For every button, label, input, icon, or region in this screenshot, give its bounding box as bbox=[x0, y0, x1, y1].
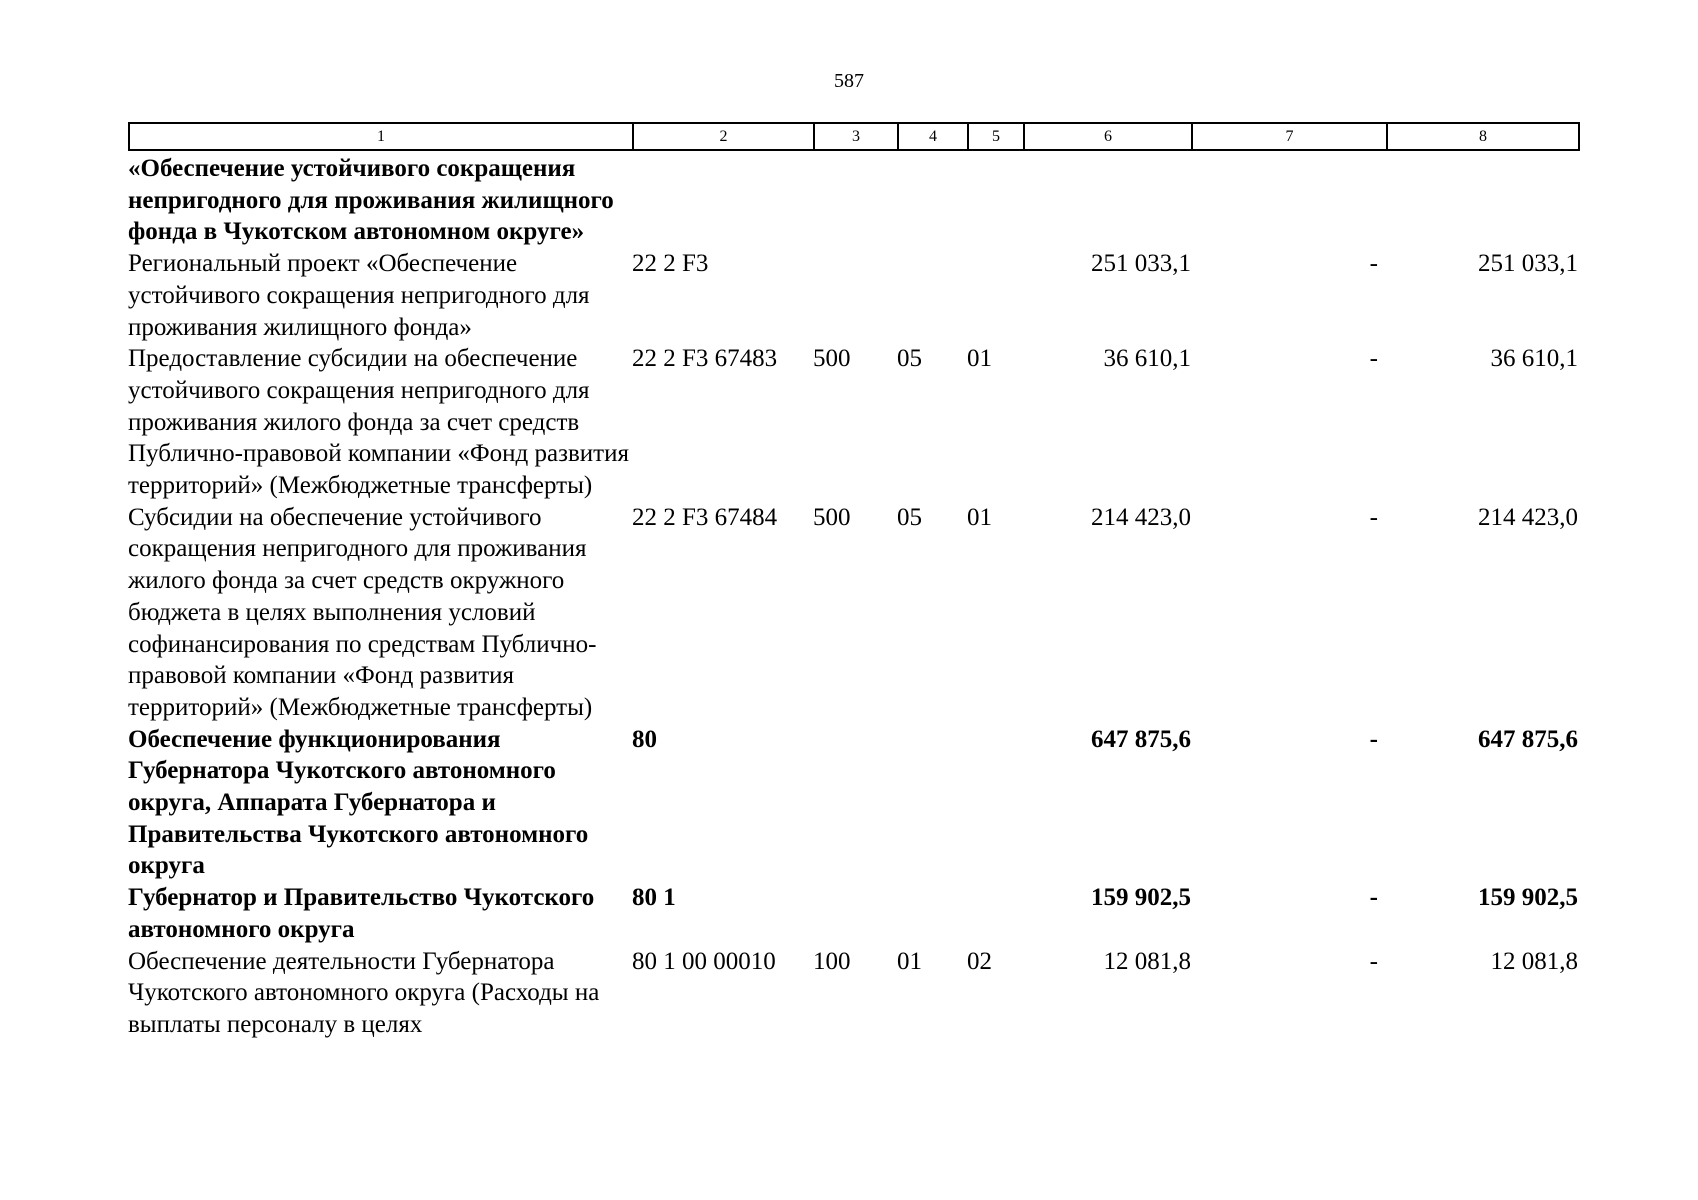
row-col8-amount: 647 875,6 bbox=[1478, 725, 1578, 753]
column-header-row bbox=[129, 123, 1579, 150]
column-header: 6 bbox=[1024, 123, 1192, 150]
row-col4 bbox=[897, 248, 967, 343]
column-header: 7 bbox=[1192, 123, 1387, 150]
row-col3: 100 bbox=[813, 947, 851, 975]
row-col5 bbox=[967, 248, 1023, 343]
row-code: 80 bbox=[632, 725, 657, 753]
table-row bbox=[128, 502, 1578, 724]
row-col3 bbox=[813, 153, 897, 248]
row-col6-amount: 12 081,8 bbox=[1103, 947, 1191, 975]
column-header: 8 bbox=[1387, 123, 1579, 150]
row-col8-amount: 12 081,8 bbox=[1490, 947, 1578, 975]
row-name: Предоставление субсидии на обеспечение устойчивого сокращения непригодного для проживания жилого фонда за счет средств Публично-правовой компании «Фонд развития территорий» (Межбюджетные трансферты) bbox=[128, 345, 629, 500]
row-code bbox=[632, 153, 813, 248]
table-row bbox=[128, 153, 1578, 248]
row-col3 bbox=[813, 724, 897, 883]
table-row bbox=[128, 343, 1578, 502]
column-header: 1 bbox=[129, 123, 633, 150]
row-col6-amount: 647 875,6 bbox=[1091, 725, 1191, 753]
row-code: 22 2 F3 bbox=[632, 250, 709, 278]
row-col3 bbox=[813, 882, 897, 945]
column-header: 3 bbox=[814, 123, 898, 150]
row-col8-amount bbox=[1386, 153, 1578, 248]
row-col8-amount: 214 423,0 bbox=[1478, 503, 1578, 531]
row-col5 bbox=[967, 882, 1023, 945]
row-col4: 01 bbox=[897, 947, 922, 975]
row-col5 bbox=[967, 724, 1023, 883]
row-col3 bbox=[813, 248, 897, 343]
row-col7-amount: - bbox=[1369, 947, 1378, 975]
row-col5: 01 bbox=[967, 345, 992, 373]
row-name: Субсидии на обеспечение устойчивого сокращения непригодного для проживания жилого фонда за счет средств окружного бюджета в целях выполнения условий софинансирования по средствам Публично-правовой компании «Фонд развития территорий» (Межбюджетные трансферты) bbox=[128, 503, 597, 721]
row-col4 bbox=[897, 153, 967, 248]
table-row bbox=[128, 248, 1578, 343]
row-code: 80 1 bbox=[632, 884, 676, 912]
column-header: 4 bbox=[898, 123, 968, 150]
row-col8-amount: 36 610,1 bbox=[1490, 345, 1578, 373]
row-col4: 05 bbox=[897, 345, 922, 373]
row-col5: 02 bbox=[967, 947, 992, 975]
row-col7-amount: - bbox=[1369, 884, 1378, 912]
row-col6-amount: 36 610,1 bbox=[1103, 345, 1191, 373]
row-col7-amount bbox=[1191, 153, 1386, 248]
row-col4 bbox=[897, 882, 967, 945]
row-col8-amount: 251 033,1 bbox=[1478, 250, 1578, 278]
row-col6-amount: 159 902,5 bbox=[1091, 884, 1191, 912]
table-row bbox=[128, 882, 1578, 945]
row-code: 22 2 F3 67484 bbox=[632, 503, 778, 531]
table-row bbox=[128, 724, 1578, 883]
row-col7-amount: - bbox=[1369, 725, 1378, 753]
row-code: 80 1 00 00010 bbox=[632, 947, 776, 975]
row-col6-amount bbox=[1023, 153, 1191, 248]
row-col3: 500 bbox=[813, 345, 851, 373]
row-col7-amount: - bbox=[1369, 345, 1378, 373]
page-number: 587 bbox=[834, 70, 864, 92]
row-col5 bbox=[967, 153, 1023, 248]
column-header-table bbox=[128, 122, 1580, 151]
row-col5: 01 bbox=[967, 503, 992, 531]
row-col4 bbox=[897, 724, 967, 883]
column-header: 2 bbox=[633, 123, 814, 150]
row-name: Обеспечение деятельности Губернатора Чукотского автономного округа (Расходы на выплаты персоналу в целях bbox=[128, 947, 600, 1038]
row-col7-amount: - bbox=[1369, 503, 1378, 531]
row-name: Региональный проект «Обеспечение устойчивого сокращения непригодного для проживания жилищного фонда» bbox=[128, 250, 590, 341]
row-name: «Обеспечение устойчивого сокращения непригодного для проживания жилищного фонда в Чукотском автономном округе» bbox=[128, 155, 614, 246]
row-col6-amount: 214 423,0 bbox=[1091, 503, 1191, 531]
row-name: Губернатор и Правительство Чукотского автономного округа bbox=[128, 884, 595, 943]
row-code: 22 2 F3 67483 bbox=[632, 345, 778, 373]
row-col7-amount: - bbox=[1369, 250, 1378, 278]
row-name: Обеспечение функционирования Губернатора Чукотского автономного округа, Аппарата Губернатора и Правительства Чукотского автономного округа bbox=[128, 725, 589, 880]
row-col3: 500 bbox=[813, 503, 851, 531]
column-header: 5 bbox=[968, 123, 1024, 150]
row-col6-amount: 251 033,1 bbox=[1091, 250, 1191, 278]
row-col4: 05 bbox=[897, 503, 922, 531]
budget-table bbox=[128, 153, 1578, 1041]
table-row bbox=[128, 946, 1578, 1041]
row-col8-amount: 159 902,5 bbox=[1478, 884, 1578, 912]
